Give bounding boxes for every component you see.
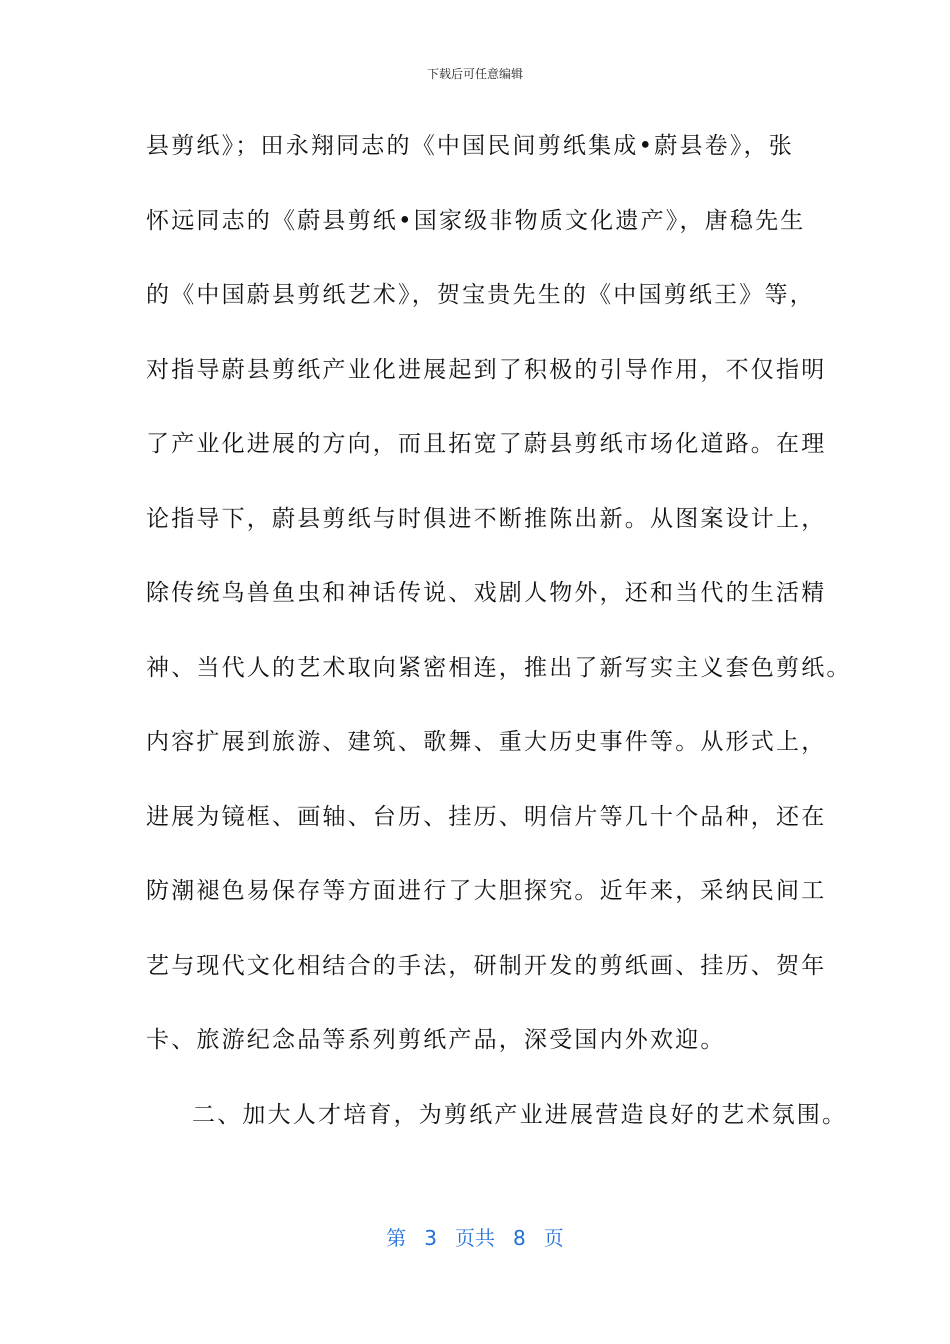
footer-total-pages: 8 bbox=[513, 1226, 526, 1250]
text-line: 对指导蔚县剪纸产业化进展起到了积极的引导作用，不仅指明 bbox=[146, 356, 827, 383]
footer-page-of-label: 页共 bbox=[455, 1226, 495, 1250]
text-line: 神、当代人的艺术取向紧密相连，推出了新写实主义套色剪纸。 bbox=[146, 654, 852, 681]
text-line: 了产业化进展的方向，而且拓宽了蔚县剪纸市场化道路。在理 bbox=[146, 431, 827, 457]
section-heading: 二、加大人才培育，为剪纸产业进展营造良好的艺术氛围。 bbox=[192, 1101, 848, 1128]
text-line: 县剪纸》；田永翔同志的《中国民间剪纸集成•蔚县卷》，张 bbox=[146, 133, 794, 159]
footer-current-page: 3 bbox=[424, 1226, 437, 1250]
page-header: 下载后可任意编辑 bbox=[426, 67, 523, 81]
text-line: 的《中国蔚县剪纸艺术》，贺宝贵先生的《中国剪纸王》等， bbox=[146, 282, 815, 308]
text-line: 卡、旅游纪念品等系列剪纸产品，深受国内外欢迎。 bbox=[146, 1027, 726, 1053]
text-line: 除传统鸟兽鱼虫和神话传说、戏剧人物外，还和当代的生活精 bbox=[146, 580, 827, 606]
footer-page-label: 第 bbox=[386, 1226, 407, 1250]
text-line: 内容扩展到旅游、建筑、歌舞、重大历史事件等。从形式上， bbox=[146, 729, 827, 755]
text-line: 论指导下，蔚县剪纸与时俱进不断推陈出新。从图案设计上， bbox=[146, 505, 827, 532]
footer-page-end-label: 页 bbox=[543, 1226, 564, 1250]
text-line: 进展为镜框、画轴、台历、挂历、明信片等几十个品种，还在 bbox=[146, 803, 827, 830]
text-line: 艺与现代文化相结合的手法，研制开发的剪纸画、挂历、贺年 bbox=[146, 952, 827, 979]
page-footer bbox=[0, 1224, 950, 1252]
text-line: 怀远同志的《蔚县剪纸•国家级非物质文化遗产》，唐稳先生 bbox=[146, 207, 806, 234]
document-body bbox=[146, 120, 852, 1163]
text-line: 防潮褪色易保存等方面进行了大胆探究。近年来，采纳民间工 bbox=[146, 878, 827, 904]
